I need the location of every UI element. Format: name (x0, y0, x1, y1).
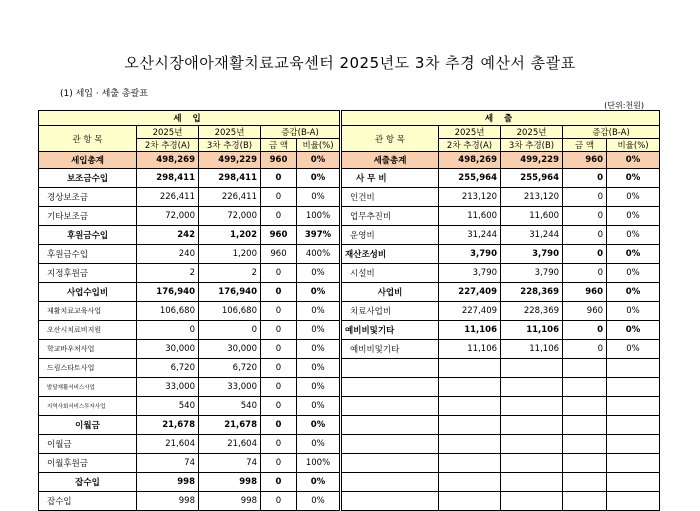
revenue-diff: 0 (261, 169, 297, 188)
expense-amount-b: 31,244 (501, 226, 563, 245)
document-title: 오산시장애아재활치료교육센터 2025년도 3차 추경 예산서 총괄표 (124, 54, 576, 72)
revenue-amount-b: 998 (199, 492, 261, 511)
revenue-amount-a: 298,411 (137, 169, 199, 188)
table-row (39, 283, 660, 302)
expense-amount-a: 227,409 (439, 283, 501, 302)
expense-pct: 0% (607, 302, 660, 321)
revenue-item-name: 이월후원금 (39, 454, 137, 473)
revenue-diff: 0 (261, 454, 297, 473)
revenue-amount-b: 6,720 (199, 359, 261, 378)
expense-col-a-line1: 2025년 (439, 126, 501, 139)
revenue-amount-a: 240 (137, 245, 199, 264)
expense-empty-cell (439, 473, 501, 492)
expense-empty-cell (563, 492, 607, 511)
expense-total-a: 498,269 (439, 152, 501, 169)
expense-item-name: 시설비 (341, 264, 439, 283)
expense-empty-cell (607, 454, 660, 473)
revenue-amount-a: 176,940 (137, 283, 199, 302)
revenue-diff: 0 (261, 359, 297, 378)
revenue-item-name: 잡수입 (39, 473, 137, 492)
revenue-diff: 960 (261, 245, 297, 264)
revenue-diff: 0 (261, 378, 297, 397)
revenue-total-b: 499,229 (199, 152, 261, 169)
revenue-change-header: 증감(B-A) (261, 126, 341, 139)
expense-col-b-line2: 3차 추경(B) (501, 139, 563, 152)
expense-diff: 0 (563, 169, 607, 188)
revenue-amount-a: 21,604 (137, 435, 199, 454)
revenue-total-pct: 0% (297, 152, 341, 169)
expense-diff: 960 (563, 302, 607, 321)
expense-diff: 0 (563, 321, 607, 340)
revenue-amount-b: 2 (199, 264, 261, 283)
expense-amount-b: 228,369 (501, 302, 563, 321)
expense-item-name: 업무추진비 (341, 207, 439, 226)
revenue-amount-b: 176,940 (199, 283, 261, 302)
revenue-amount-b: 74 (199, 454, 261, 473)
revenue-pct: 400% (297, 245, 341, 264)
revenue-pct: 0% (297, 416, 341, 435)
table-row (39, 473, 660, 492)
expense-item-name: 예비비및기타 (341, 340, 439, 359)
revenue-pct: 100% (297, 454, 341, 473)
revenue-item-name: 기타보조금 (39, 207, 137, 226)
revenue-item-name: 발달재활서비스사업 (39, 378, 137, 397)
table-row (39, 264, 660, 283)
table-row (39, 378, 660, 397)
revenue-total-label: 세입총계 (39, 152, 137, 169)
expense-pct: 0% (607, 283, 660, 302)
expense-total-label: 세출총계 (341, 152, 439, 169)
revenue-amount-b: 21,604 (199, 435, 261, 454)
revenue-item-name: 오산시치료비지원 (39, 321, 137, 340)
table-row (39, 416, 660, 435)
expense-empty-cell (341, 473, 439, 492)
expense-empty-cell (439, 378, 501, 397)
expense-empty-cell (563, 359, 607, 378)
expense-item-name: 인건비 (341, 188, 439, 207)
expense-empty-cell (607, 359, 660, 378)
expense-diff: 0 (563, 245, 607, 264)
expense-amount-a: 11,106 (439, 340, 501, 359)
expense-diff: 0 (563, 188, 607, 207)
revenue-amount-a: 30,000 (137, 340, 199, 359)
budget-summary-table (38, 110, 660, 511)
expense-total-b: 499,229 (501, 152, 563, 169)
revenue-amount-a: 226,411 (137, 188, 199, 207)
revenue-diff: 0 (261, 416, 297, 435)
revenue-diff: 0 (261, 340, 297, 359)
expense-item-name: 사 무 비 (341, 169, 439, 188)
revenue-pct: 0% (297, 264, 341, 283)
revenue-diff: 0 (261, 283, 297, 302)
revenue-diff: 960 (261, 226, 297, 245)
revenue-diff: 0 (261, 264, 297, 283)
revenue-pct: 0% (297, 435, 341, 454)
revenue-pct: 0% (297, 283, 341, 302)
expense-total-pct: 0% (607, 152, 660, 169)
revenue-pct: 0% (297, 492, 341, 511)
expense-diff: 0 (563, 207, 607, 226)
revenue-ratio-header: 비율(%) (297, 139, 341, 152)
revenue-pct: 0% (297, 321, 341, 340)
revenue-pct: 397% (297, 226, 341, 245)
revenue-item-name: 잡수입 (39, 492, 137, 511)
expense-pct: 0% (607, 207, 660, 226)
revenue-amount-a: 242 (137, 226, 199, 245)
expense-empty-cell (439, 454, 501, 473)
expense-diff: 960 (563, 283, 607, 302)
revenue-pct: 0% (297, 397, 341, 416)
revenue-pct: 0% (297, 340, 341, 359)
expense-empty-cell (501, 416, 563, 435)
revenue-amount-a: 72,000 (137, 207, 199, 226)
expense-amount-a: 31,244 (439, 226, 501, 245)
revenue-item-name: 학교바우처사업 (39, 340, 137, 359)
revenue-amount-a: 6,720 (137, 359, 199, 378)
expense-amount-a: 227,409 (439, 302, 501, 321)
revenue-item-name: 이월금 (39, 435, 137, 454)
expense-amount-a: 11,600 (439, 207, 501, 226)
revenue-diff: 0 (261, 473, 297, 492)
expense-amount-b: 255,964 (501, 169, 563, 188)
expense-amount-b: 228,369 (501, 283, 563, 302)
expense-empty-cell (341, 416, 439, 435)
table-row (39, 340, 660, 359)
revenue-amount-header: 금 액 (261, 139, 297, 152)
expense-pct: 0% (607, 264, 660, 283)
revenue-section-header: 세 입 (39, 111, 341, 126)
expense-empty-cell (563, 435, 607, 454)
revenue-amount-b: 30,000 (199, 340, 261, 359)
expense-item-header: 관 항 목 (341, 126, 439, 152)
revenue-col-a-line2: 2차 추경(A) (137, 139, 199, 152)
revenue-amount-b: 226,411 (199, 188, 261, 207)
expense-diff: 0 (563, 226, 607, 245)
expense-diff: 0 (563, 264, 607, 283)
revenue-amount-a: 540 (137, 397, 199, 416)
revenue-amount-b: 72,000 (199, 207, 261, 226)
revenue-amount-b: 540 (199, 397, 261, 416)
revenue-pct: 0% (297, 359, 341, 378)
table-row (39, 492, 660, 511)
revenue-item-name: 이월금 (39, 416, 137, 435)
expense-pct: 0% (607, 188, 660, 207)
revenue-item-name: 지정후원금 (39, 264, 137, 283)
header-row-columns (39, 126, 660, 139)
revenue-pct: 0% (297, 473, 341, 492)
expense-empty-cell (341, 378, 439, 397)
revenue-amount-a: 998 (137, 473, 199, 492)
revenue-item-name: 후원금수입 (39, 226, 137, 245)
table-row (39, 435, 660, 454)
revenue-item-name: 사업수입비 (39, 283, 137, 302)
revenue-pct: 0% (297, 188, 341, 207)
expense-empty-cell (501, 473, 563, 492)
revenue-total-a: 498,269 (137, 152, 199, 169)
expense-empty-cell (501, 454, 563, 473)
table-row (39, 397, 660, 416)
expense-item-name: 예비비및기타 (341, 321, 439, 340)
revenue-pct: 100% (297, 207, 341, 226)
expense-empty-cell (563, 473, 607, 492)
expense-col-a-line2: 2차 추경(A) (439, 139, 501, 152)
revenue-diff: 0 (261, 188, 297, 207)
expense-empty-cell (439, 416, 501, 435)
expense-amount-a: 3,790 (439, 264, 501, 283)
revenue-item-name: 지역사회서비스투자사업 (39, 397, 137, 416)
table-row (39, 207, 660, 226)
revenue-amount-b: 1,202 (199, 226, 261, 245)
expense-empty-cell (607, 416, 660, 435)
expense-empty-cell (341, 435, 439, 454)
expense-change-header: 증감(B-A) (563, 126, 660, 139)
expense-pct: 0% (607, 245, 660, 264)
revenue-diff: 0 (261, 492, 297, 511)
revenue-amount-a: 33,000 (137, 378, 199, 397)
revenue-diff: 0 (261, 397, 297, 416)
expense-empty-cell (501, 378, 563, 397)
revenue-item-name: 재활치료교육사업 (39, 302, 137, 321)
revenue-amount-a: 21,678 (137, 416, 199, 435)
expense-empty-cell (607, 435, 660, 454)
revenue-amount-b: 0 (199, 321, 261, 340)
revenue-amount-a: 2 (137, 264, 199, 283)
expense-item-name: 치료사업비 (341, 302, 439, 321)
expense-item-name: 재산조성비 (341, 245, 439, 264)
expense-empty-cell (607, 378, 660, 397)
revenue-diff: 0 (261, 207, 297, 226)
section-subtitle: (1) 세입 · 세출 총괄표 (60, 89, 148, 99)
revenue-col-b-line2: 3차 추경(B) (199, 139, 261, 152)
expense-empty-cell (439, 359, 501, 378)
expense-empty-cell (563, 397, 607, 416)
revenue-amount-b: 1,200 (199, 245, 261, 264)
revenue-item-name: 드림스타트사업 (39, 359, 137, 378)
expense-section-header: 세 출 (341, 111, 660, 126)
table-row (39, 302, 660, 321)
expense-empty-cell (341, 397, 439, 416)
expense-item-name: 사업비 (341, 283, 439, 302)
expense-empty-cell (607, 492, 660, 511)
revenue-pct: 0% (297, 169, 341, 188)
expense-empty-cell (607, 473, 660, 492)
expense-empty-cell (563, 378, 607, 397)
revenue-amount-a: 74 (137, 454, 199, 473)
revenue-item-name: 경상보조금 (39, 188, 137, 207)
expense-amount-header: 금 액 (563, 139, 607, 152)
total-row (39, 152, 660, 169)
table-body (39, 169, 660, 511)
revenue-amount-a: 106,680 (137, 302, 199, 321)
expense-amount-b: 3,790 (501, 264, 563, 283)
expense-amount-b: 11,600 (501, 207, 563, 226)
expense-empty-cell (501, 397, 563, 416)
expense-item-name: 운영비 (341, 226, 439, 245)
revenue-diff: 0 (261, 302, 297, 321)
expense-col-b-line1: 2025년 (501, 126, 563, 139)
expense-amount-a: 3,790 (439, 245, 501, 264)
expense-empty-cell (607, 397, 660, 416)
revenue-col-a-line1: 2025년 (137, 126, 199, 139)
expense-amount-b: 213,120 (501, 188, 563, 207)
table-row (39, 169, 660, 188)
expense-empty-cell (501, 359, 563, 378)
revenue-amount-b: 21,678 (199, 416, 261, 435)
revenue-amount-b: 33,000 (199, 378, 261, 397)
table-row (39, 359, 660, 378)
revenue-item-header: 관 항 목 (39, 126, 137, 152)
expense-diff: 0 (563, 340, 607, 359)
expense-pct: 0% (607, 321, 660, 340)
table-row (39, 188, 660, 207)
expense-pct: 0% (607, 169, 660, 188)
expense-empty-cell (341, 492, 439, 511)
revenue-total-diff: 960 (261, 152, 297, 169)
expense-pct: 0% (607, 226, 660, 245)
unit-label: (단위:천원) (604, 101, 644, 110)
table-row (39, 454, 660, 473)
table-row (39, 226, 660, 245)
revenue-item-name: 후원금수입 (39, 245, 137, 264)
expense-ratio-header: 비율(%) (607, 139, 660, 152)
expense-amount-a: 11,106 (439, 321, 501, 340)
revenue-amount-b: 998 (199, 473, 261, 492)
expense-amount-a: 255,964 (439, 169, 501, 188)
expense-amount-b: 3,790 (501, 245, 563, 264)
revenue-diff: 0 (261, 321, 297, 340)
revenue-amount-b: 106,680 (199, 302, 261, 321)
revenue-pct: 0% (297, 302, 341, 321)
expense-empty-cell (501, 492, 563, 511)
expense-total-diff: 960 (563, 152, 607, 169)
expense-empty-cell (439, 435, 501, 454)
expense-amount-b: 11,106 (501, 340, 563, 359)
revenue-amount-b: 298,411 (199, 169, 261, 188)
expense-empty-cell (341, 359, 439, 378)
expense-amount-a: 213,120 (439, 188, 501, 207)
expense-empty-cell (501, 435, 563, 454)
expense-empty-cell (563, 454, 607, 473)
revenue-diff: 0 (261, 435, 297, 454)
header-row-sections (39, 111, 660, 126)
revenue-amount-a: 0 (137, 321, 199, 340)
revenue-item-name: 보조금수입 (39, 169, 137, 188)
expense-empty-cell (439, 397, 501, 416)
expense-empty-cell (563, 416, 607, 435)
table-row (39, 321, 660, 340)
expense-empty-cell (439, 492, 501, 511)
table-row (39, 245, 660, 264)
revenue-amount-a: 998 (137, 492, 199, 511)
expense-amount-b: 11,106 (501, 321, 563, 340)
revenue-col-b-line1: 2025년 (199, 126, 261, 139)
expense-pct: 0% (607, 340, 660, 359)
expense-empty-cell (341, 454, 439, 473)
revenue-pct: 0% (297, 378, 341, 397)
